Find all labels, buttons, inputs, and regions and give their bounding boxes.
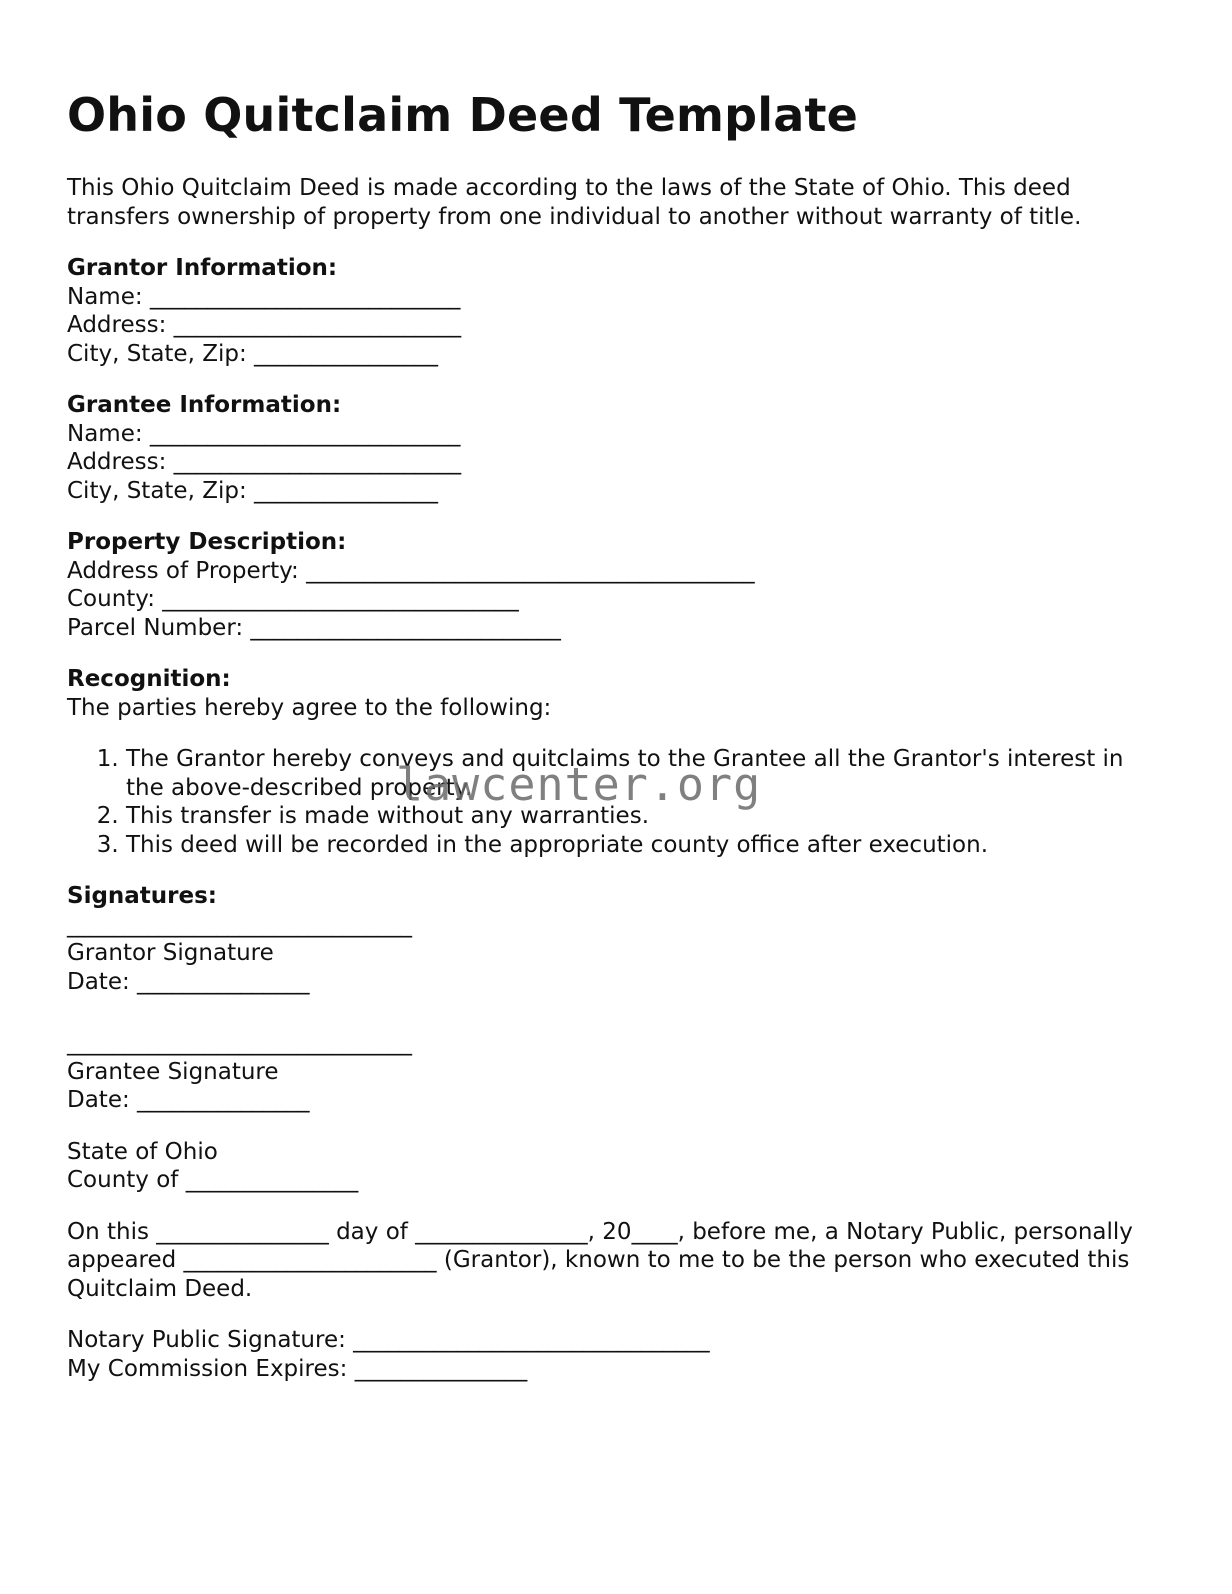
signatures-section (67, 882, 1167, 1115)
grantee-signature-line: ______________________________ (67, 1030, 412, 1056)
grantor-address-field: Address: _________________________ (67, 312, 462, 338)
document-title: Ohio Quitclaim Deed Template (67, 88, 859, 142)
agreement-item: 2. This transfer is made without any warranties. (126, 802, 1167, 831)
notary-state: State of Ohio (67, 1138, 218, 1165)
grantee-heading: Grantee Information: (67, 392, 342, 418)
signatures-heading: Signatures: (67, 883, 218, 909)
commission-expires-field: My Commission Expires: _______________ (67, 1355, 528, 1382)
grantor-heading: Grantor Information: (67, 255, 338, 281)
recognition-lead: The parties hereby agree to the following: (67, 694, 552, 721)
grantee-city-field: City, State, Zip: ________________ (67, 477, 439, 504)
grantor-signature-line: ______________________________ (67, 911, 412, 938)
notary-venue (67, 1138, 1167, 1195)
notary-county-field: County of _______________ (67, 1167, 359, 1193)
notary-signature-block (67, 1326, 1167, 1383)
property-heading: Property Description: (67, 529, 347, 555)
property-section (67, 528, 1167, 642)
document-page (67, 80, 1167, 1383)
watermark: lawcenter.org (396, 758, 762, 811)
grantor-name-field: Name: ___________________________ (67, 283, 461, 310)
property-parcel-field: Parcel Number: ___________________________ (67, 614, 561, 641)
notary-paragraph: On this _______________ day of _______________, 20____, before me, a Notary Public, personally appeared ______________________ (Grantor), known to me to be the person who executed this Quitclaim Deed. (67, 1218, 1133, 1302)
property-address-field: Address of Property: _______________________________________ (67, 557, 755, 584)
grantor-date-field: Date: _______________ (67, 968, 310, 995)
agreement-item: 1. The Grantor hereby conveys and quitclaims to the Grantee all the Grantor's interest in the above-described property. (126, 745, 1167, 802)
recognition-heading: Recognition: (67, 666, 231, 692)
grantee-section (67, 391, 1167, 505)
agreement-item: 3. This deed will be recorded in the appropriate county office after execution. (126, 831, 1167, 860)
grantee-name-field: Name: ___________________________ (67, 420, 461, 447)
grantee-date-field: Date: _______________ (67, 1087, 310, 1113)
intro-paragraph: This Ohio Quitclaim Deed is made according to the laws of the State of Ohio. This deed transfers ownership of property from one individual to another without warranty of title. (67, 175, 1082, 230)
grantor-signature-label: Grantor Signature (67, 940, 274, 966)
grantee-signature-label: Grantee Signature (67, 1058, 279, 1085)
recognition-section (67, 665, 1167, 722)
grantee-address-field: Address: _________________________ (67, 449, 462, 475)
notary-signature-field: Notary Public Signature: _______________________________ (67, 1327, 710, 1353)
grantor-city-field: City, State, Zip: ________________ (67, 340, 439, 367)
grantor-section (67, 254, 1167, 368)
property-county-field: County: _______________________________ (67, 586, 519, 612)
